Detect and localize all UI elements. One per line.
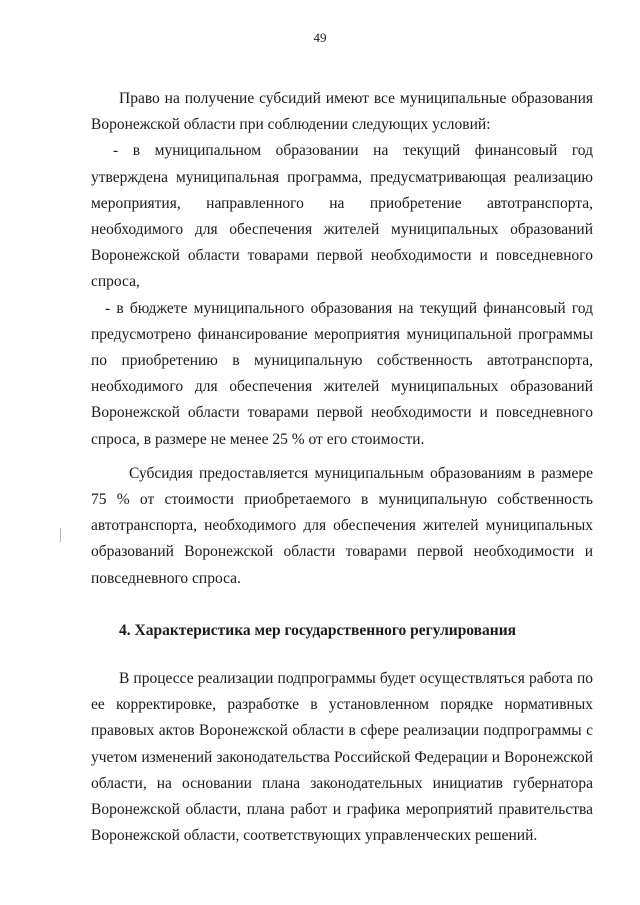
page-number: 49 — [313, 30, 327, 45]
margin-mark — [60, 528, 61, 542]
paragraph-condition-2: - в бюджете муниципального образования на текущий финансовый год предусмотрено финансирование мероприятия муниципальной программы по приобретению в муниципальную собственность автотранспорта, необходимого для обеспечения жителей муниципальных образований Воронежской области товарами первой необходимости и повседневного спроса, в размере не менее 25 % от его стоимости. — [91, 299, 593, 448]
paragraph-condition-1: - в муниципальном образовании на текущий финансовый год утверждена муниципальная программа, предусматривающая реализацию мероприятия, направленного на приобретение автотранспорта, необходимого для обеспечения жителей муниципальных образований Воронежской области товарами первой необходимости и повседневного спроса, — [91, 142, 593, 291]
paragraph-subsidy: Субсидия предоставляется муниципальным образованиям в размере 75 % от стоимости приобретаемого в муниципальную собственность автотранспорта, необходимого для обеспечения жителей муниципальных образований Воронежской области товарами первой необходимости и повседневного спроса. — [91, 464, 593, 587]
section-heading: 4. Характеристика мер государственного регулирования — [119, 621, 517, 639]
page-content — [91, 86, 593, 849]
paragraph-section-body: В процессе реализации подпрограммы будет осуществляться работа по ее корректировке, разработке в установленном порядке нормативных правовых актов Воронежской области в сфере реализации подпрограммы с учетом изменений законодательства Российской Федерации и Воронежской области, на основании плана законодательных инициатив губернатора Воронежской области, плана работ и графика мероприятий правительства Воронежской области, соответствующих управленческих решений. — [91, 670, 593, 845]
paragraph-intro: Право на получение субсидий имеют все муниципальные образования Воронежской области при соблюдении следующих условий: — [91, 90, 593, 134]
